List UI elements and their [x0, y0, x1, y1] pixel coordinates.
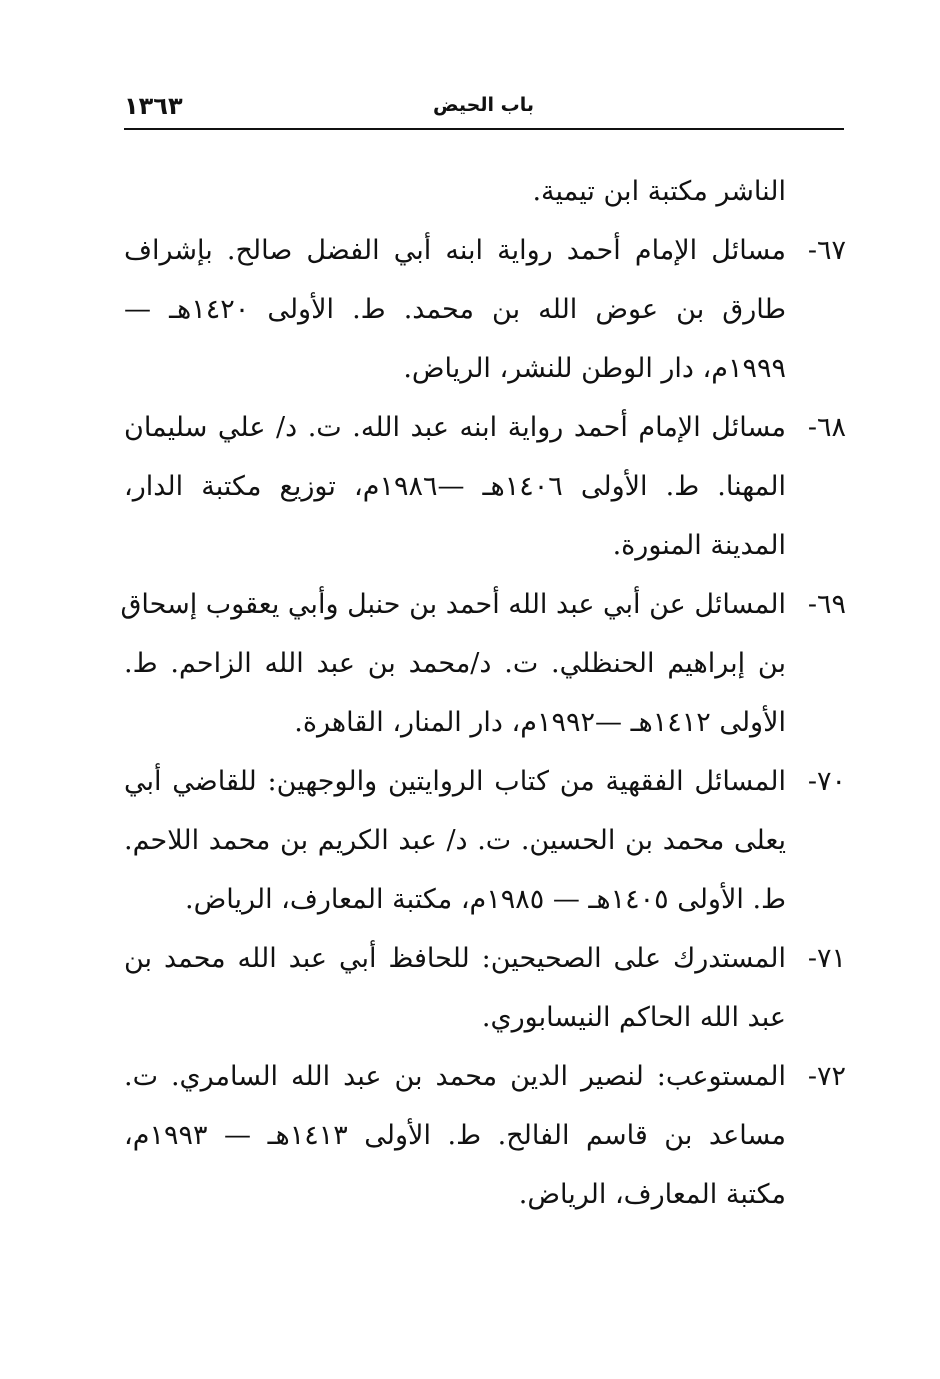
entry-line: طارق بن عوض الله بن محمد. ط. الأولى ١٤٢٠هـ — — [124, 294, 786, 325]
header-rule — [124, 128, 844, 130]
bibliography-entry-67 — [124, 227, 846, 404]
entry-line: يعلى محمد بن الحسين. ت. د/ عبد الكريم بن محمد اللاحم. — [124, 825, 786, 856]
entry-line: الأولى ١٤١٢هـ —١٩٩٢م، دار المنار، القاهرة. — [294, 707, 786, 738]
bibliography-entry-71 — [124, 935, 846, 1053]
entry-line: الناشر مكتبة ابن تيمية. — [532, 176, 786, 207]
entry-number: ٧٠- — [807, 766, 846, 797]
running-header — [124, 92, 844, 126]
entry-line: ط. الأولى ١٤٠٥هـ — ١٩٨٥م، مكتبة المعارف، الرياض. — [185, 884, 786, 915]
bibliography-entry-69 — [120, 581, 846, 758]
entry-line: ١٩٩٩م، دار الوطن للنشر، الرياض. — [403, 353, 786, 384]
entry-line: بن إبراهيم الحنظلي. ت. د/محمد بن عبد الله الزاحم. ط. — [124, 648, 786, 679]
bibliography-entry-70 — [124, 758, 846, 935]
entry-number: ٦٨- — [807, 412, 846, 443]
entry-line: مساعد بن قاسم الفالح. ط. الأولى ١٤١٣هـ — ١٩٩٣م، — [124, 1120, 786, 1151]
chapter-title: باب الحيض — [433, 94, 534, 116]
page-number: ١٣٦٣ — [124, 92, 183, 120]
entry-number: ٧٢- — [807, 1061, 846, 1092]
entry-line: عبد الله الحاكم النيسابوري. — [481, 1002, 786, 1033]
bibliography-list — [120, 168, 846, 1230]
entry-number: ٧١- — [807, 943, 846, 974]
entry-line: مكتبة المعارف، الرياض. — [518, 1179, 786, 1210]
entry-line: المهنا. ط. الأولى ١٤٠٦هـ —١٩٨٦م، توزيع مكتبة الدار، — [124, 471, 787, 502]
entry-line: مسائل الإمام أحمد رواية ابنه أبي الفضل صالح. بإشراف — [124, 235, 786, 266]
entry-line: المسائل عن أبي عبد الله أحمد بن حنبل وأبي يعقوب إسحاق — [120, 589, 786, 620]
entry-line: المستوعب: لنصير الدين محمد بن عبد الله السامري. ت. — [124, 1061, 786, 1092]
bibliography-entry-68 — [124, 404, 846, 581]
bibliography-entry-72 — [124, 1053, 846, 1230]
entry-line: المستدرك على الصحيحين: للحافظ أبي عبد الله محمد بن — [124, 943, 786, 974]
entry-number: ٦٧- — [807, 235, 846, 266]
entry-line: مسائل الإمام أحمد رواية ابنه عبد الله. ت. د/ علي سليمان — [124, 412, 786, 443]
entry-line: المدينة المنورة. — [612, 530, 786, 561]
entry-number: ٦٩- — [807, 589, 846, 620]
continuation-text — [124, 168, 786, 227]
entry-line: المسائل الفقهية من كتاب الروايتين والوجهين: للقاضي أبي — [124, 766, 786, 797]
